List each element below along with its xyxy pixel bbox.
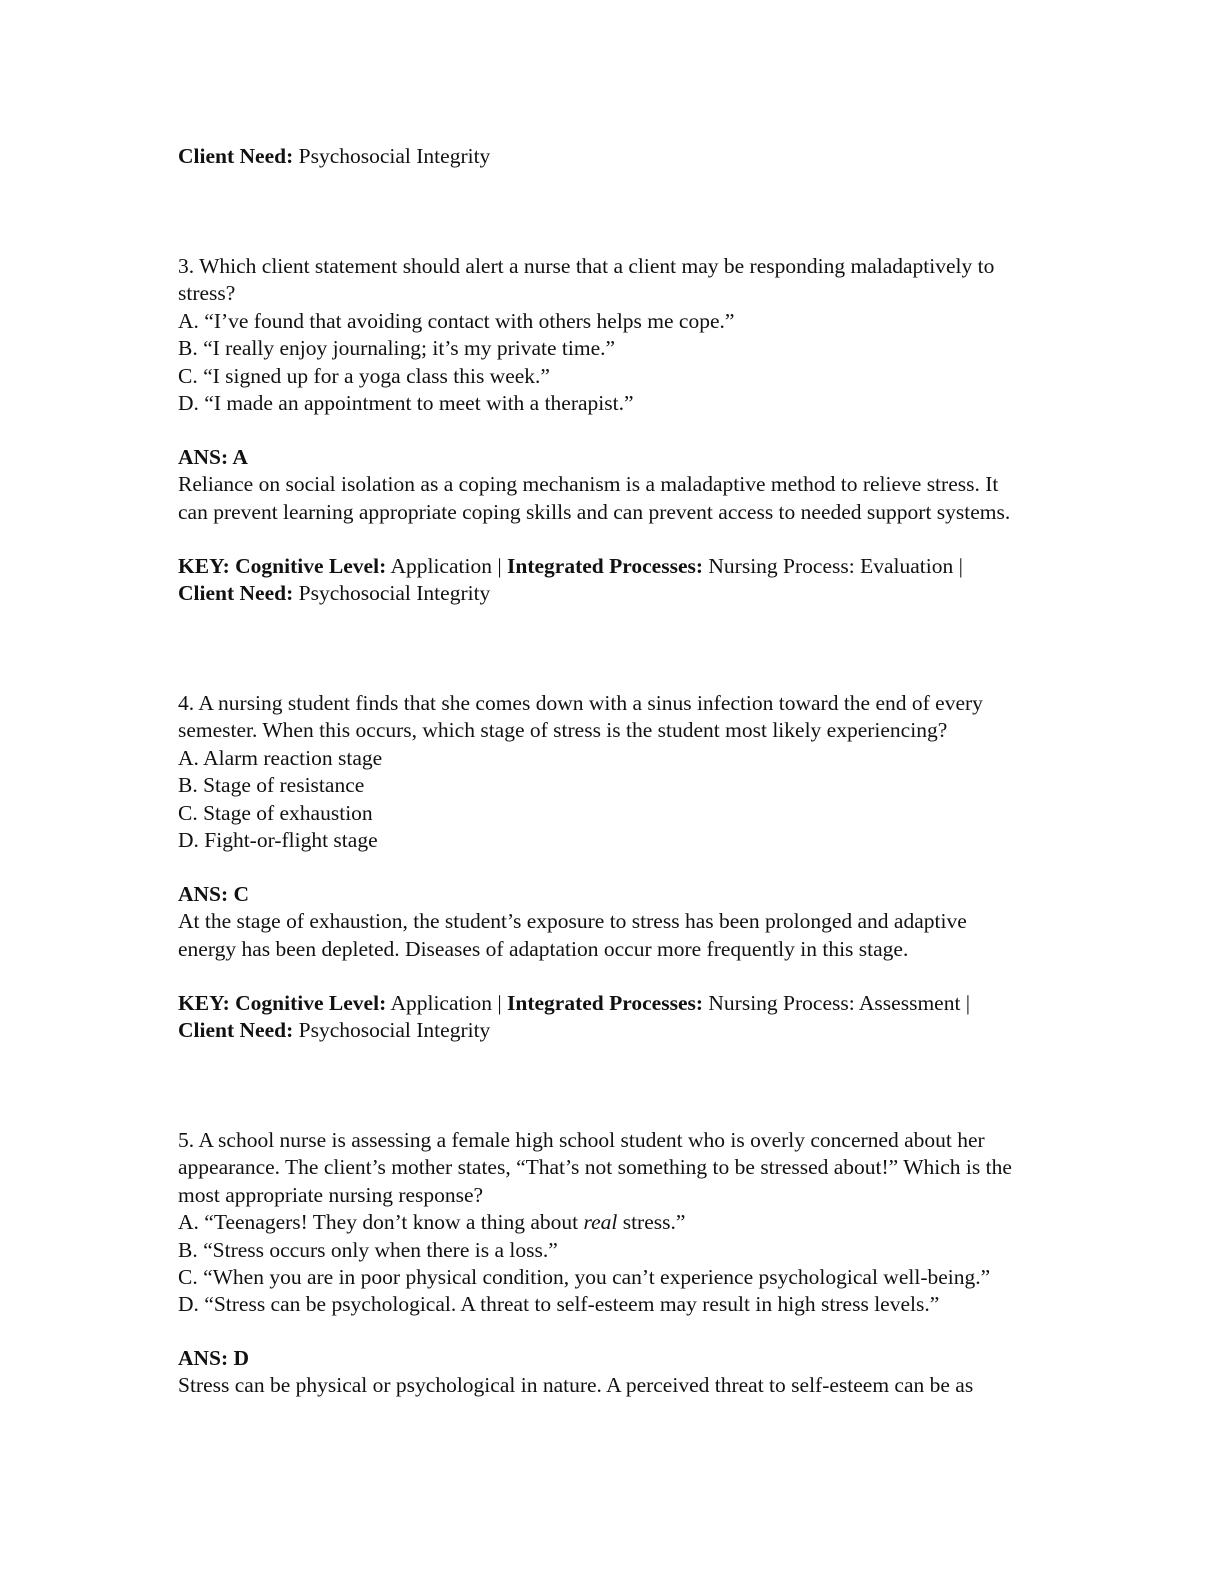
cognitive-level-label: Cognitive Level:: [235, 554, 387, 578]
option-b: B. “I really enjoy journaling; it’s my private time.”: [178, 336, 616, 361]
question-5: [178, 1127, 1118, 1319]
question-stem: 3. Which client statement should alert a nurse that a client may be responding maladaptively to: [178, 254, 995, 278]
rationale: energy has been depleted. Diseases of adaptation occur more frequently in this stage.: [178, 936, 909, 961]
option-a: A. “I’ve found that avoiding contact with others helps me cope.”: [178, 308, 735, 333]
question-stem: appearance. The client’s mother states, “That’s not something to be stressed about!” Which is the: [178, 1155, 1012, 1180]
answer-4: [178, 881, 1118, 963]
cognitive-level-value: Application |: [390, 991, 502, 1015]
option-d: D. “I made an appointment to meet with a therapist.”: [178, 391, 634, 416]
question-stem: 5. A school nurse is assessing a female high school student who is overly concerned about her: [178, 1128, 985, 1152]
client-need-value: Psychosocial Integrity: [298, 1018, 491, 1043]
option-a: A. Alarm reaction stage: [178, 745, 383, 770]
client-need-label: Client Need:: [178, 144, 294, 168]
option-c: C. “When you are in poor physical condition, you can’t experience psychological well-being.”: [178, 1265, 991, 1290]
integrated-processes-label: Integrated Processes:: [507, 991, 704, 1015]
question-stem: most appropriate nursing response?: [178, 1182, 484, 1207]
option-c: C. Stage of exhaustion: [178, 800, 373, 825]
question-stem: 4. A nursing student finds that she comes down with a sinus infection toward the end of every: [178, 691, 983, 715]
answer-label: ANS: A: [178, 445, 248, 469]
client-need-label: Client Need:: [178, 581, 294, 606]
rationale: Reliance on social isolation as a coping mechanism is a maladaptive method to relieve stress. It: [178, 472, 999, 497]
answer-label: ANS: D: [178, 1346, 250, 1370]
question-stem: semester. When this occurs, which stage of stress is the student most likely experiencing?: [178, 718, 948, 743]
integrated-processes-label: Integrated Processes:: [507, 554, 704, 578]
question-stem: stress?: [178, 281, 236, 306]
option-a: A. “Teenagers! They don’t know a thing about real stress.”: [178, 1210, 686, 1235]
client-need-label: Client Need:: [178, 1018, 294, 1043]
cognitive-level-label: Cognitive Level:: [235, 991, 387, 1015]
rationale: can prevent learning appropriate coping skills and can prevent access to needed support systems.: [178, 499, 1011, 524]
key-3: [178, 553, 1118, 608]
emphasis-text: real: [583, 1210, 618, 1235]
client-need-line: [178, 143, 1118, 170]
rationale: Stress can be physical or psychological in nature. A perceived threat to self-esteem can be as: [178, 1373, 974, 1398]
answer-label: ANS: C: [178, 882, 250, 906]
question-4: [178, 690, 1118, 854]
option-d: D. “Stress can be psychological. A threat to self-esteem may result in high stress levels.”: [178, 1292, 940, 1317]
integrated-processes-value: Nursing Process: Evaluation |: [708, 554, 963, 578]
client-need-value: Psychosocial Integrity: [298, 581, 491, 606]
key-4: [178, 990, 1118, 1045]
answer-3: [178, 444, 1118, 526]
option-b: B. Stage of resistance: [178, 773, 365, 798]
key-label: KEY:: [178, 991, 230, 1015]
option-d: D. Fight-or-flight stage: [178, 828, 378, 853]
question-3: [178, 253, 1118, 417]
key-label: KEY:: [178, 554, 230, 578]
answer-5: [178, 1345, 1118, 1400]
client-need-value: Psychosocial Integrity: [298, 144, 491, 168]
option-c: C. “I signed up for a yoga class this week.”: [178, 363, 550, 388]
cognitive-level-value: Application |: [390, 554, 502, 578]
option-b: B. “Stress occurs only when there is a loss.”: [178, 1237, 558, 1262]
rationale: At the stage of exhaustion, the student’s exposure to stress has been prolonged and adaptive: [178, 909, 967, 934]
integrated-processes-value: Nursing Process: Assessment |: [708, 991, 971, 1015]
